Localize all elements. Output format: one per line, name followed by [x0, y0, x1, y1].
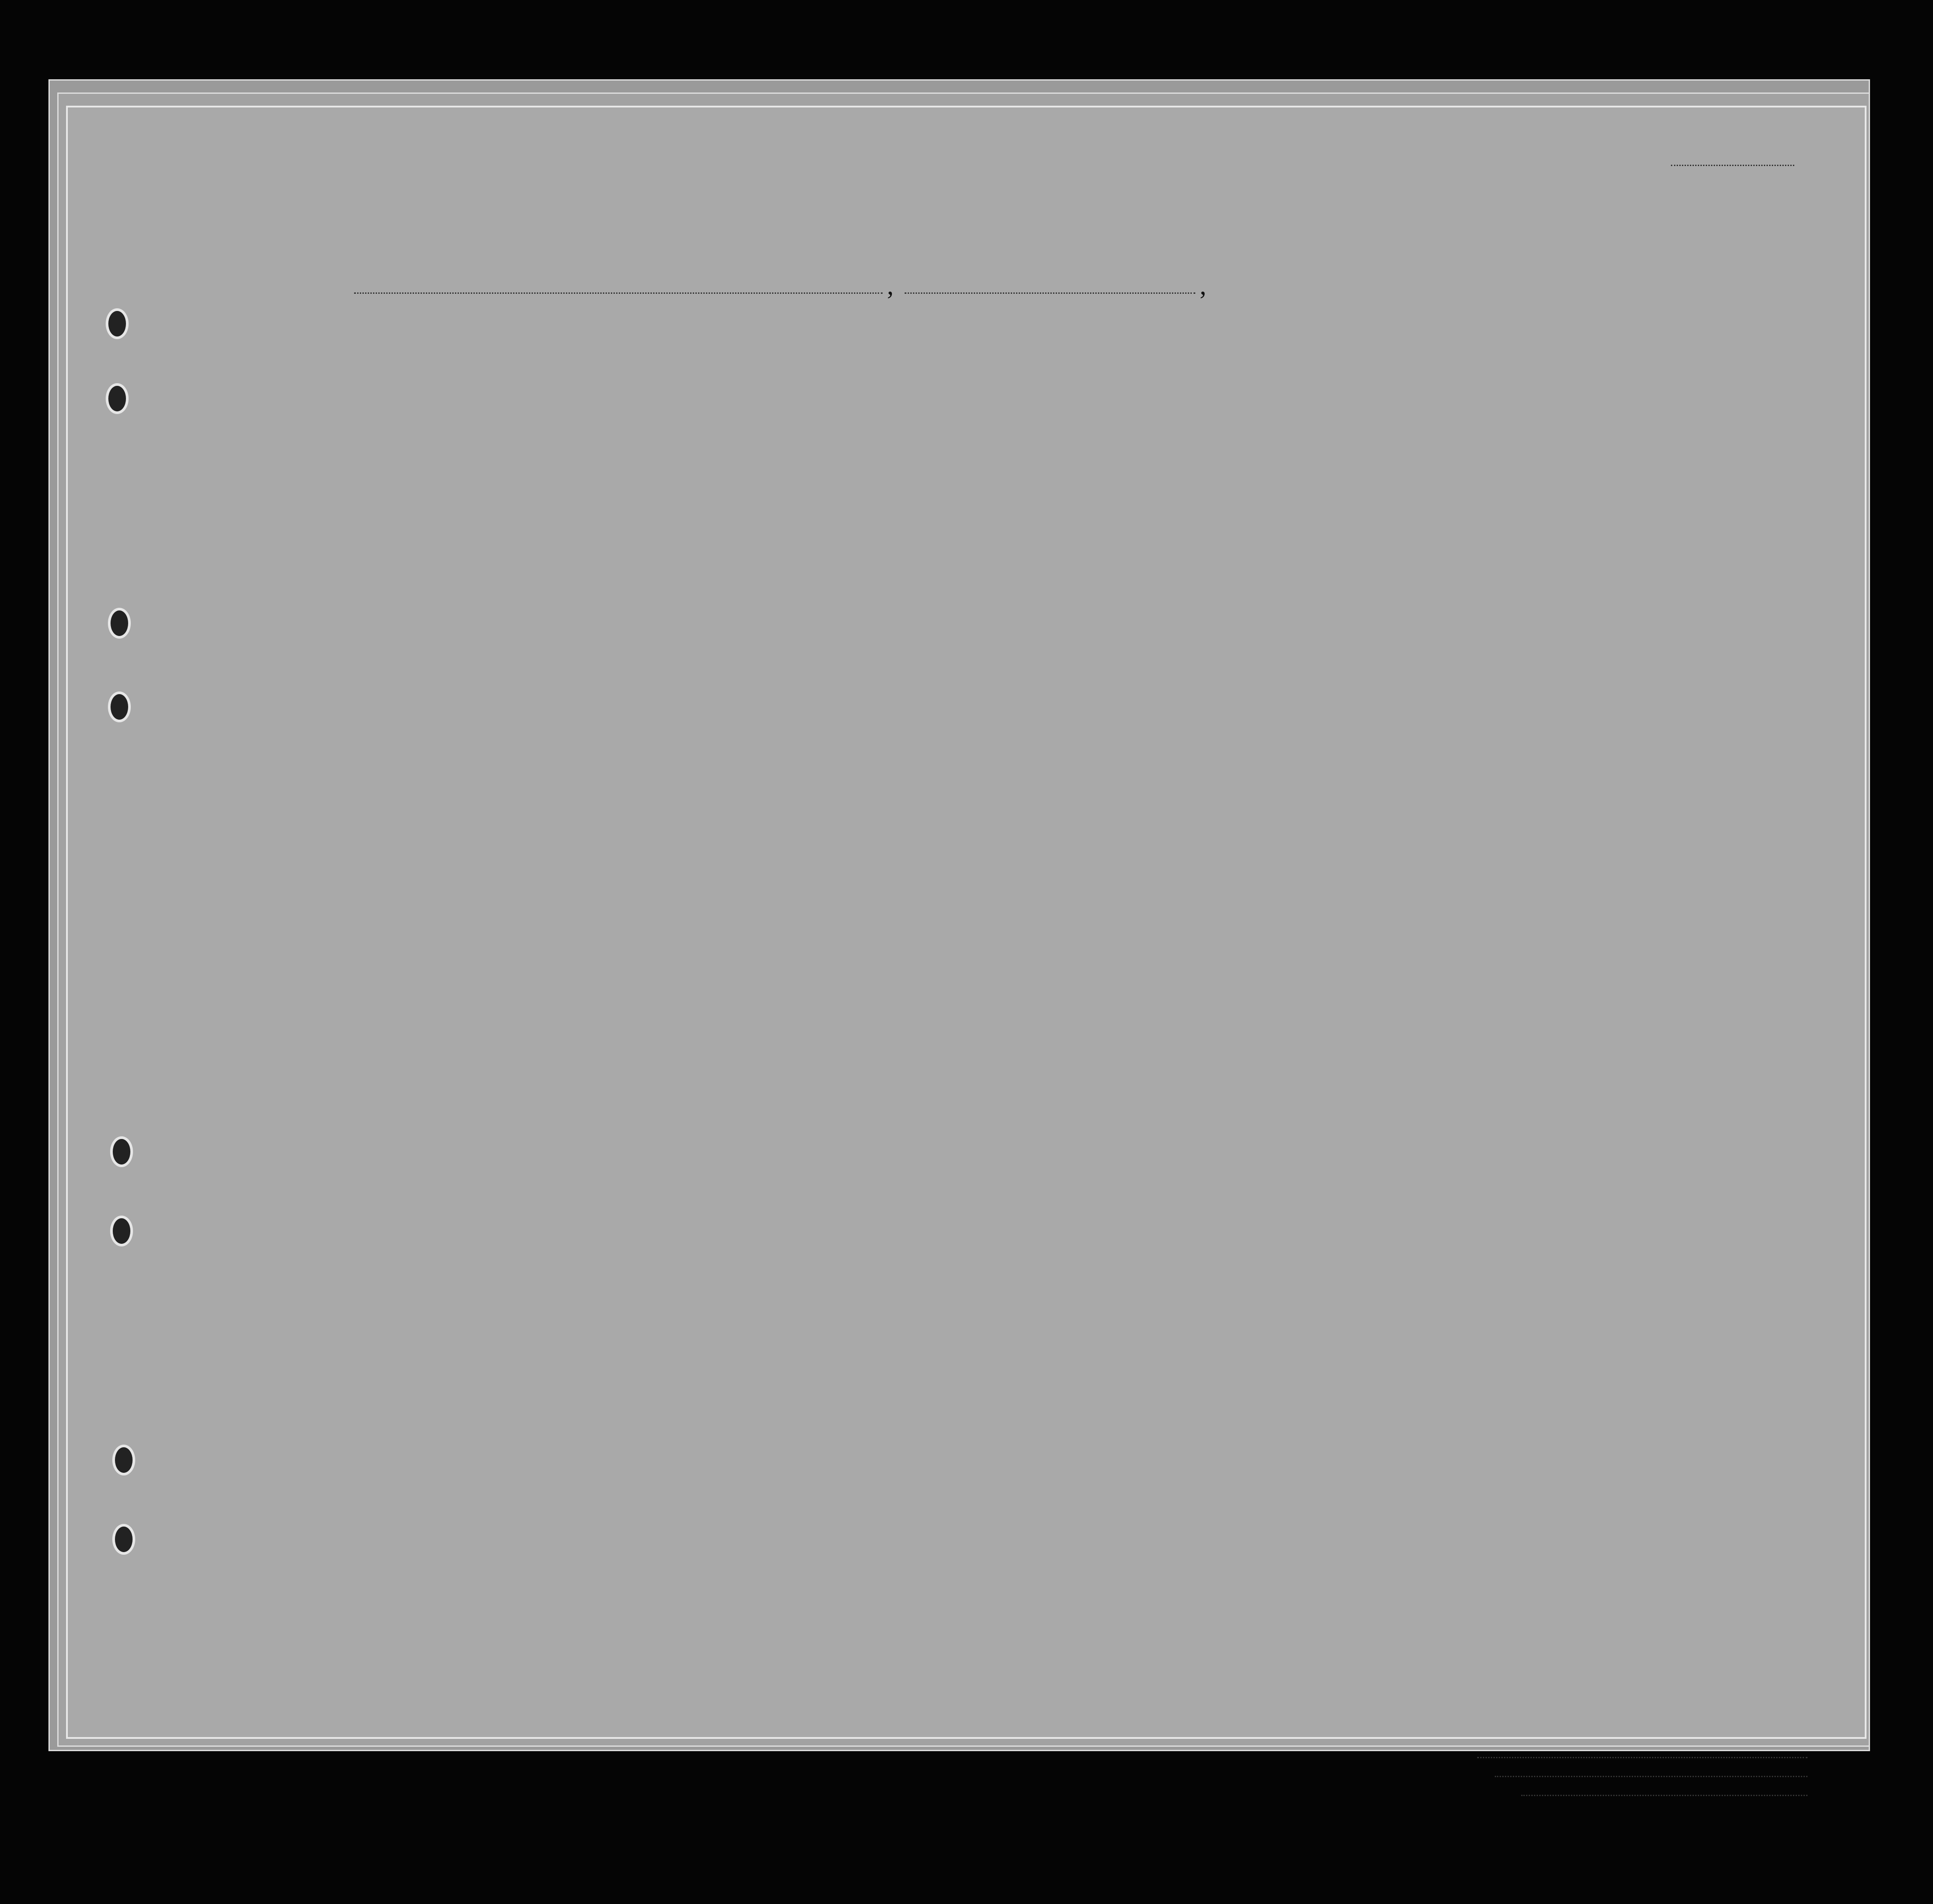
local-agents-field [1521, 1795, 1807, 1796]
header-purpose-b [1151, 376, 1178, 473]
manifest-sheet [66, 106, 1866, 1739]
header-col31 [1416, 354, 1434, 473]
header-col25 [1215, 354, 1246, 473]
header-col29 [1356, 354, 1387, 473]
header-col27 [1279, 354, 1297, 473]
manifest-grid [68, 107, 1865, 1737]
binder-ring-6 [110, 1216, 133, 1246]
binder-ring-8 [112, 1524, 135, 1555]
header-ticket [588, 363, 609, 477]
header-feet [1554, 429, 1567, 469]
header-inches [1576, 429, 1589, 469]
binder-ring-4 [108, 691, 131, 722]
owners-field [1495, 1776, 1807, 1777]
binder-ring-2 [106, 383, 129, 414]
header-purpose-a [1120, 376, 1147, 473]
line-field [1477, 1757, 1807, 1758]
header-possession-50 [697, 363, 719, 477]
binder-ring-5 [110, 1136, 133, 1167]
binder-ring-1 [106, 308, 129, 339]
header-col28 [1305, 354, 1354, 473]
header-col30 [1394, 354, 1412, 473]
binder-ring-7 [112, 1445, 135, 1475]
header-purpose-c [1182, 376, 1209, 473]
comma-1: , [887, 271, 894, 300]
header-col26 [1255, 354, 1272, 473]
binder-ring-3 [108, 608, 131, 639]
comma-2: , [1200, 271, 1206, 300]
